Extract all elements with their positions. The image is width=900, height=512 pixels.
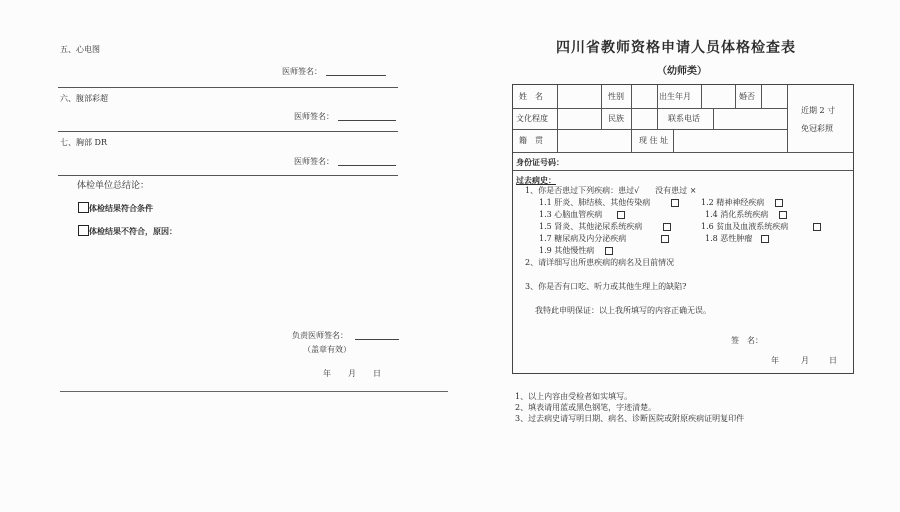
bottom-rule	[60, 391, 448, 392]
sign-year: 年	[771, 356, 779, 365]
disease-item: 1.4 消化系统疾病	[705, 210, 769, 219]
doctor-sign-label-ecg: 医师签名：	[282, 67, 322, 76]
disease-checkbox[interactable]	[605, 247, 613, 255]
origin-label: 籍 贯	[519, 136, 543, 145]
date-year: 年	[323, 369, 331, 378]
note-3: 3、过去病史请写明日期、病名、诊断医院或附原疾病证明复印件	[515, 414, 745, 423]
divider	[58, 175, 398, 176]
disease-checkbox[interactable]	[617, 211, 625, 219]
disease-checkbox[interactable]	[661, 235, 669, 243]
pass-checkbox[interactable]	[78, 202, 89, 213]
fail-checkbox[interactable]	[78, 225, 89, 236]
history-label: 过去病史：	[516, 175, 556, 185]
photo-label-2: 免冠彩照	[801, 124, 833, 133]
disease-item: 1.3 心脑血管疾病	[539, 210, 603, 219]
disease-item: 1.2 精神神经疾病	[701, 198, 765, 207]
doctor-sign-line-dr[interactable]	[338, 165, 396, 166]
disease-item: 1.8 恶性肿瘤	[705, 234, 753, 243]
disease-checkbox[interactable]	[761, 235, 769, 243]
history-q1: 1、你是否患过下列疾病：患过√ 没有患过 ×	[525, 186, 697, 195]
photo-label: 近期 2 寸	[801, 106, 836, 115]
history-q2: 2、请详细写出所患疾病的病名及目前情况	[525, 258, 675, 267]
form-subtitle: （幼师类）	[657, 66, 707, 77]
pass-label: 体检结果符合条件	[89, 203, 153, 213]
disease-item: 1.5 肾炎、其他泌尿系统疾病	[539, 222, 643, 231]
history-q3: 3、你是否有口吃、听力或其他生理上的缺陷?	[525, 282, 687, 291]
disease-item: 1.6 贫血及血液系统疾病	[701, 222, 789, 231]
marital-label: 婚否	[739, 92, 755, 101]
note-1: 1、以上内容由受检者如实填写。	[515, 392, 633, 401]
disease-item: 1.1 肝炎、肺结核、其他传染病	[539, 198, 651, 207]
sign-day: 日	[829, 356, 837, 365]
birth-label: 出生年月	[659, 92, 691, 101]
sign-month: 月	[801, 356, 809, 365]
chief-doctor-sign-label: 负责医师签名：	[292, 331, 348, 340]
date-day: 日	[373, 369, 381, 378]
education-label: 文化程度	[516, 114, 548, 123]
form-table	[512, 84, 854, 374]
declaration: 我特此申明保证：以上我所填写的内容正确无误。	[535, 306, 711, 315]
disease-checkbox[interactable]	[663, 223, 671, 231]
date-month: 月	[348, 369, 356, 378]
divider	[58, 131, 398, 132]
phone-label: 联系电话	[668, 114, 700, 123]
gender-label: 性别	[608, 92, 624, 101]
doctor-sign-label-dr: 医师签名：	[294, 157, 334, 166]
disease-checkbox[interactable]	[813, 223, 821, 231]
seal-note: （盖章有效）	[303, 345, 351, 354]
disease-item: 1.9 其他慢性病	[539, 246, 595, 255]
disease-checkbox[interactable]	[671, 199, 679, 207]
note-2: 2、填表请用蓝或黑色钢笔，字迹清楚。	[515, 403, 657, 412]
section-ecg: 五、心电图	[60, 45, 100, 54]
section-ultrasound: 六、腹部彩超	[60, 94, 108, 103]
disease-item: 1.7 糖尿病及内分泌疾病	[539, 234, 627, 243]
form-title: 四川省教师资格申请人员体格检查表	[556, 40, 796, 56]
name-label: 姓 名	[519, 92, 543, 101]
ethnicity-label: 民族	[608, 114, 624, 123]
doctor-sign-label-ultrasound: 医师签名：	[294, 112, 334, 121]
idcard-label: 身份证号码：	[516, 157, 564, 167]
section-chest-dr: 七、胸部 DR	[60, 138, 107, 147]
conclusion-title: 体检单位总结论：	[77, 181, 150, 191]
divider	[58, 87, 398, 88]
disease-checkbox[interactable]	[775, 199, 783, 207]
chief-doctor-sign-line[interactable]	[355, 339, 399, 340]
doctor-sign-line-ecg[interactable]	[326, 75, 386, 76]
address-label: 现 住 址	[639, 136, 669, 145]
disease-checkbox[interactable]	[779, 211, 787, 219]
fail-label: 体检结果不符合，原因：	[89, 226, 177, 236]
doctor-sign-line-ultrasound[interactable]	[338, 120, 396, 121]
applicant-sign-label: 签 名：	[731, 336, 763, 345]
